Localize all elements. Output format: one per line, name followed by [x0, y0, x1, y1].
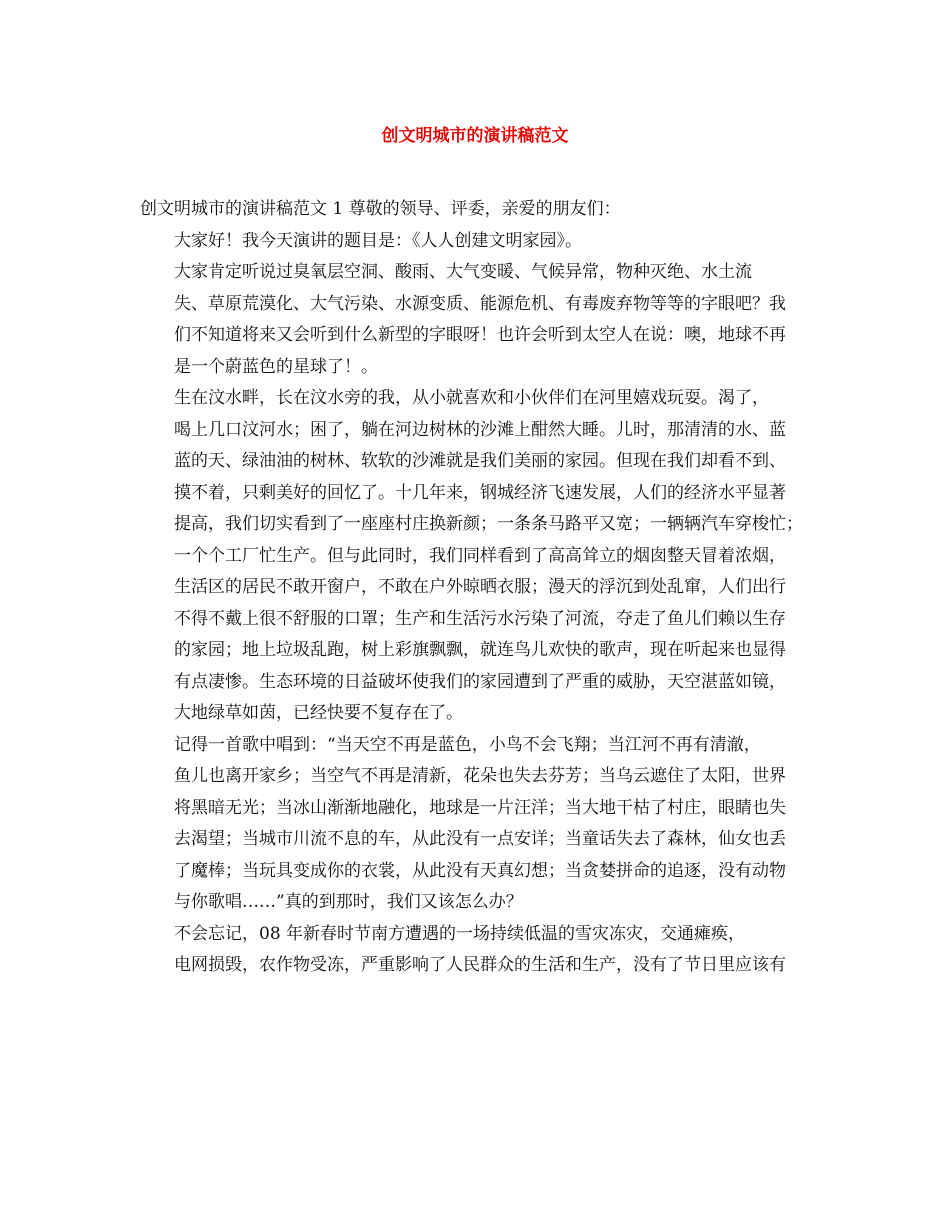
paragraph-salutation — [140, 194, 820, 226]
text-line: 的家园；地上垃圾乱跑，树上彩旗飘飘，就连鸟儿欢快的歌声，现在听起来也显得 — [174, 640, 786, 660]
text-line: 失、草原荒漠化、大气污染、水源变质、能源危机、有毒废弃物等等的字眼吧？我 — [174, 293, 786, 314]
text-line: 不会忘记，08 年新春时节南方遭遇的一场持续低温的雪灾冻灾，交通瘫痪， — [174, 923, 746, 944]
text-line: 摸不着，只剩美好的回忆了。十几年来，钢城经济飞速发展，人们的经济水平显著 — [174, 482, 786, 503]
text-line: 有点凄惨。生态环境的日益破坏使我们的家园遭到了严重的威胁，天空湛蓝如镜， — [174, 671, 786, 692]
text-line: 大家肯定听说过臭氧层空洞、酸雨、大气变暖、气候异常，物种灭绝、水土流 — [174, 262, 752, 282]
text-line: 不得不戴上很不舒服的口罩；生产和生活污水污染了河流，夺走了鱼儿们赖以生存 — [174, 608, 786, 629]
text-line: 蓝的天、绿油油的树林、软软的沙滩就是我们美丽的家园。但现在我们却看不到、 — [174, 451, 786, 471]
text-line: 创文明城市的演讲稿范文 1 尊敬的领导、评委，亲爱的朋友们： — [140, 199, 621, 219]
text-line: 大家好！我今天演讲的题目是：《人人创建文明家园》。 — [174, 230, 582, 251]
text-line: 生在汶水畔，长在汶水旁的我，从小就喜欢和小伙伴们在河里嬉戏玩耍。渴了， — [174, 388, 769, 408]
text-line: 喝上几口汶河水；困了，躺在河边树林的沙滩上酣然大睡。儿时，那清清的水、蓝 — [174, 419, 786, 440]
text-line: 鱼儿也离开家乡；当空气不再是清新，花朵也失去芬芳；当乌云遮住了太阳，世界 — [174, 766, 786, 786]
text-line: 去渴望；当城市川流不息的车，从此没有一点安详；当童话失去了森林，仙女也丢 — [174, 829, 786, 849]
document-title: 创文明城市的演讲稿范文 — [381, 126, 569, 146]
text-line: 是一个蔚蓝色的星球了！。 — [174, 356, 378, 377]
paragraph-snow-disaster — [140, 919, 820, 982]
text-line: 与你歌唱……”真的到那时，我们又该怎么办？ — [174, 892, 523, 912]
document-body — [140, 194, 820, 982]
paragraph-hometown — [140, 383, 820, 730]
text-line: 了魔棒；当玩具变成你的衣裳，从此没有天真幻想；当贪婪拼命的追逐，没有动物 — [174, 860, 786, 881]
text-line: 将黑暗无光；当冰山渐渐地融化，地球是一片汪洋；当大地干枯了村庄，眼睛也失 — [174, 797, 786, 818]
text-line: 记得一首歌中唱到：“当天空不再是蓝色，小鸟不会飞翔；当江河不再有清澈， — [174, 734, 761, 755]
text-line: 电网损毁，农作物受冻，严重影响了人民群众的生活和生产，没有了节日里应该有 — [174, 955, 786, 975]
text-line: 们不知道将来又会听到什么新型的字眼呀！也许会听到太空人在说：噢，地球不再 — [174, 325, 786, 345]
text-line: 生活区的居民不敢开窗户，不敢在户外晾晒衣服；漫天的浮沉到处乱窜，人们出行 — [174, 577, 786, 597]
text-line: 一个个工厂忙生产。但与此同时，我们同样看到了高高耸立的烟囱整天冒着浓烟， — [174, 545, 786, 566]
text-line: 大地绿草如茵，已经快要不复存在了。 — [174, 703, 463, 723]
paragraph-song — [140, 730, 820, 919]
paragraph-greeting — [140, 226, 820, 258]
text-line: 提高，我们切实看到了一座座村庄换新颜；一条条马路平又宽；一辆辆汽车穿梭忙； — [174, 514, 803, 534]
paragraph-environment — [140, 257, 820, 383]
